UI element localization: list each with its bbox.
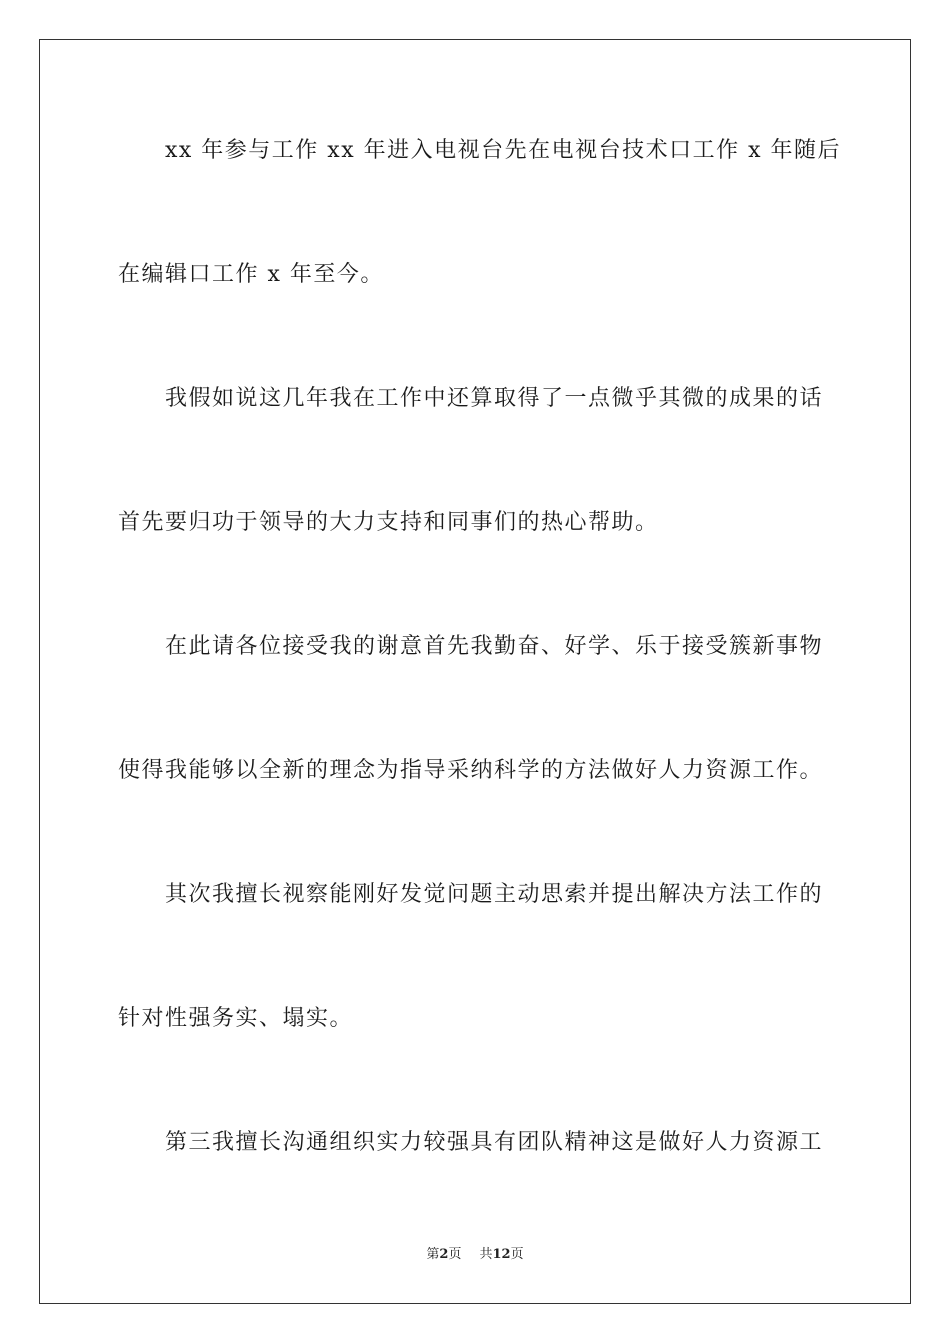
- paragraph-1-line-2: 在编辑口工作 x 年至今。: [118, 262, 384, 287]
- paragraph-5-line-1: 第三我擅长沟通组织实力较强具有团队精神这是做好人力资源工: [165, 1130, 824, 1155]
- total-prefix: 共: [479, 1247, 493, 1262]
- total-pages: 12: [492, 1247, 511, 1262]
- paragraph-4-line-1: 其次我擅长视察能刚好发觉问题主动思索并提出解决方法工作的: [165, 882, 824, 907]
- page-suffix: 页: [448, 1247, 462, 1262]
- paragraph-1-line-1: xx 年参与工作 xx 年进入电视台先在电视台技术口工作 x 年随后: [165, 138, 842, 163]
- paragraph-4-line-2: 针对性强务实、塌实。: [118, 1006, 354, 1031]
- total-suffix: 页: [510, 1247, 524, 1262]
- page-frame: [39, 39, 911, 1304]
- page-number: 2: [439, 1247, 449, 1262]
- paragraph-2-line-1: 我假如说这几年我在工作中还算取得了一点微乎其微的成果的话: [165, 386, 824, 411]
- paragraph-3-line-2: 使得我能够以全新的理念为指导采纳科学的方法做好人力资源工作。: [118, 758, 824, 783]
- paragraph-2-line-2: 首先要归功于领导的大力支持和同事们的热心帮助。: [118, 510, 659, 535]
- page-footer: [0, 1247, 950, 1263]
- page-prefix: 第: [426, 1247, 440, 1262]
- paragraph-3-line-1: 在此请各位接受我的谢意首先我勤奋、好学、乐于接受簇新事物: [165, 634, 824, 659]
